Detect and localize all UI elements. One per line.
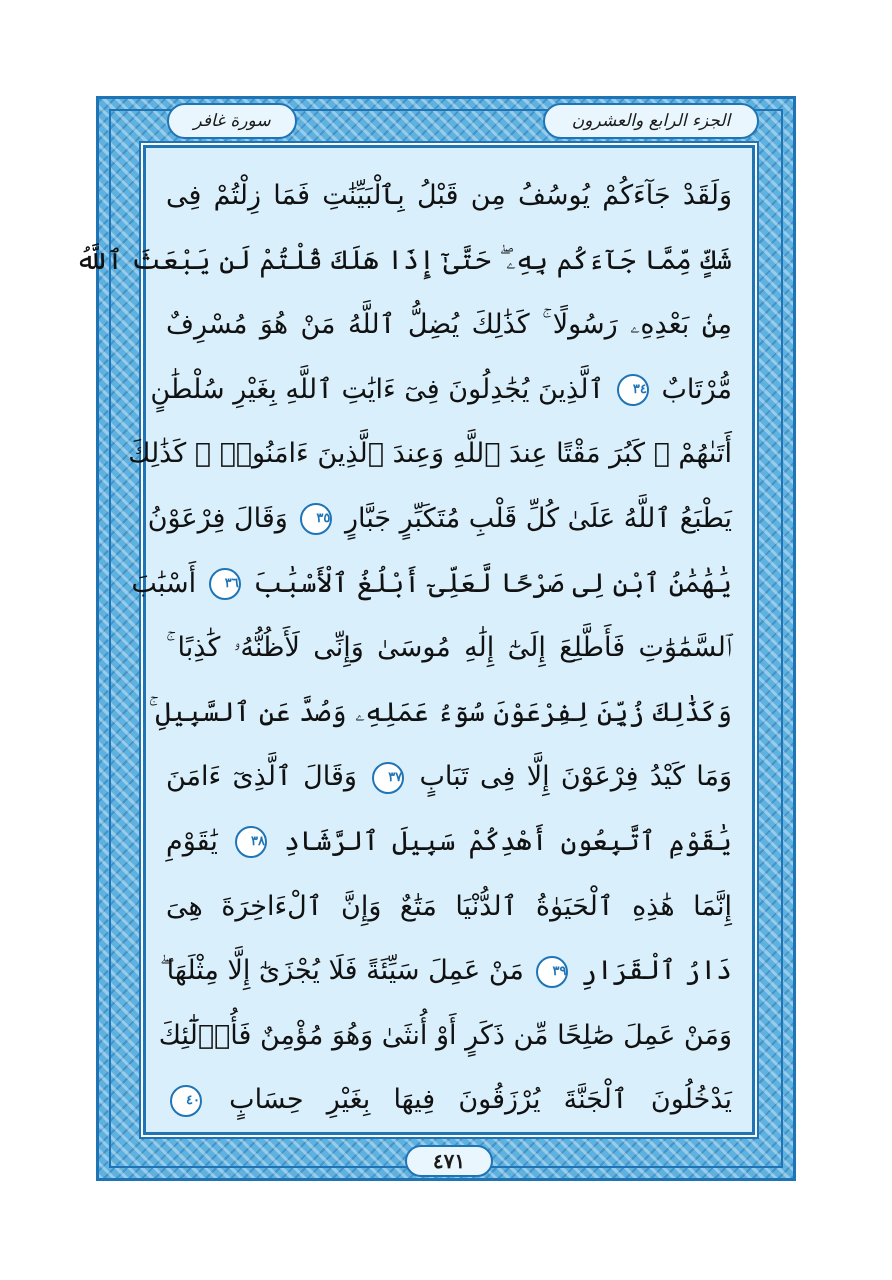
ayah-marker-36: ٣٦ (209, 568, 241, 600)
verse-text: وَمَنْ عَمِلَ صَٰلِحًا مِّن ذَكَرٍ أَوْ أُنثَىٰ وَهُوَ مُؤْمِنٌ فَأُو۟لَٰٓئِكَ (158, 1019, 732, 1051)
verse-line-12 (166, 875, 732, 940)
verse-lines (75, 164, 732, 1133)
verse-text: مَنْ عَمِلَ سَيِّئَةً فَلَا يُجْزَىٰٓ إِلَّا مِثْلَهَا ۖ (159, 955, 524, 987)
verse-line-15 (166, 1068, 732, 1133)
verse-text: وَقَالَ ٱلَّذِىٓ ءَامَنَ (166, 761, 357, 793)
verse-text: يَٰقَوْمِ ٱتَّبِعُونِ أَهْدِكُمْ سَبِيلَ ٱلرَّشَادِ (284, 825, 732, 857)
surah-header (167, 103, 297, 139)
verse-text: وَلَقَدْ جَآءَكُمْ يُوسُفُ مِن قَبْلُ بِٱلْبَيِّنَٰتِ فَمَا زِلْتُمْ فِى (166, 180, 732, 211)
verse-line-4 (150, 358, 732, 423)
juz-header (543, 103, 759, 139)
verse-line-6 (147, 487, 732, 552)
verse-line-7 (131, 552, 732, 617)
verse-line-1 (166, 164, 732, 229)
ayah-marker-34: ٣٤ (617, 374, 649, 406)
verse-line-14 (158, 1004, 732, 1069)
verse-text: يَٰهَٰمَٰنُ ٱبْنِ لِى صَرْحًا لَّعَلِّىٓ أَبْلُغُ ٱلْأَسْبَٰبَ (253, 567, 732, 599)
page-frame (75, 96, 796, 1181)
page-number (405, 1145, 493, 1177)
verse-text: وَقَالَ فِرْعَوْنُ (147, 502, 288, 534)
verse-line-9 (148, 681, 732, 746)
verse-text: يَطْبَعُ ٱللَّهُ عَلَىٰ كُلِّ قَلْبِ مُتَكَبِّرٍ جَبَّارٍ (344, 502, 732, 534)
verse-text: أَسْبَٰبَ (131, 567, 197, 599)
ayah-marker-37: ٣٧ (372, 762, 404, 794)
verse-text: شَكٍّ مِّمَّا جَآءَكُم بِهِۦ ۖ حَتَّىٰٓ إِذَا هَلَكَ قُلْتُمْ لَن يَبْعَثَ ٱللَّهُ (75, 244, 732, 276)
ayah-marker-35: ٣٥ (300, 503, 332, 535)
verse-text: مِنۢ بَعْدِهِۦ رَسُولًا ۚ كَذَٰلِكَ يُضِلُّ ٱللَّهُ مَنْ هُوَ مُسْرِفٌ (166, 309, 732, 341)
verse-text: وَكَذَٰلِكَ زُيِّنَ لِفِرْعَوْنَ سُوٓءُ عَمَلِهِۦ وَصُدَّ عَنِ ٱلسَّبِيلِ ۚ (148, 696, 732, 728)
juz-label: الجزء الرابع والعشرون (571, 111, 731, 131)
text-panel (75, 145, 755, 1135)
verse-line-8 (166, 616, 732, 681)
verse-text: يَٰقَوْمِ (166, 825, 218, 857)
verse-line-3 (166, 293, 732, 358)
page-number-label: ٤٧١ (432, 1149, 466, 1173)
verse-line-10 (166, 745, 732, 810)
verse-line-5 (128, 422, 732, 487)
verse-text: ٱلَّذِينَ يُجَٰدِلُونَ فِىٓ ءَايَٰتِ ٱللَّهِ بِغَيْرِ سُلْطَٰنٍ (150, 373, 605, 405)
verse-text: مُّرْتَابٌ (661, 373, 732, 405)
verse-text: أَتَىٰهُمْ ۖ كَبُرَ مَقْتًا عِندَ ٱللَّهِ وَعِندَ ٱلَّذِينَ ءَامَنُوا۟ ۚ كَذَٰلِكَ (128, 438, 732, 470)
verse-text: وَمَا كَيْدُ فِرْعَوْنَ إِلَّا فِى تَبَابٍ (419, 761, 732, 793)
verse-text: ٱلسَّمَٰوَٰتِ فَأَطَّلِعَ إِلَىٰٓ إِلَٰهِ مُوسَىٰ وَإِنِّى لَأَظُنُّهُۥ كَٰذِبًا ۚ (166, 632, 732, 664)
ayah-marker-40: ٤٠ (170, 1085, 202, 1117)
verse-line-2 (75, 229, 732, 294)
ayah-marker-39: ٣٩ (536, 956, 568, 988)
verse-text: إِنَّمَا هَٰذِهِ ٱلْحَيَوٰةُ ٱلدُّنْيَا مَتَٰعٌ وَإِنَّ ٱلْءَاخِرَةَ هِىَ (166, 890, 732, 922)
verse-text: يَدْخُلُونَ ٱلْجَنَّةَ يُرْزَقُونَ فِيهَا بِغَيْرِ حِسَابٍ (229, 1084, 732, 1116)
surah-label: سورة غافر (193, 111, 271, 131)
verse-text: دَارُ ٱلْقَرَارِ (581, 955, 732, 987)
verse-line-13 (159, 939, 732, 1004)
ayah-marker-38: ٣٨ (235, 826, 267, 858)
verse-line-11 (166, 810, 732, 875)
